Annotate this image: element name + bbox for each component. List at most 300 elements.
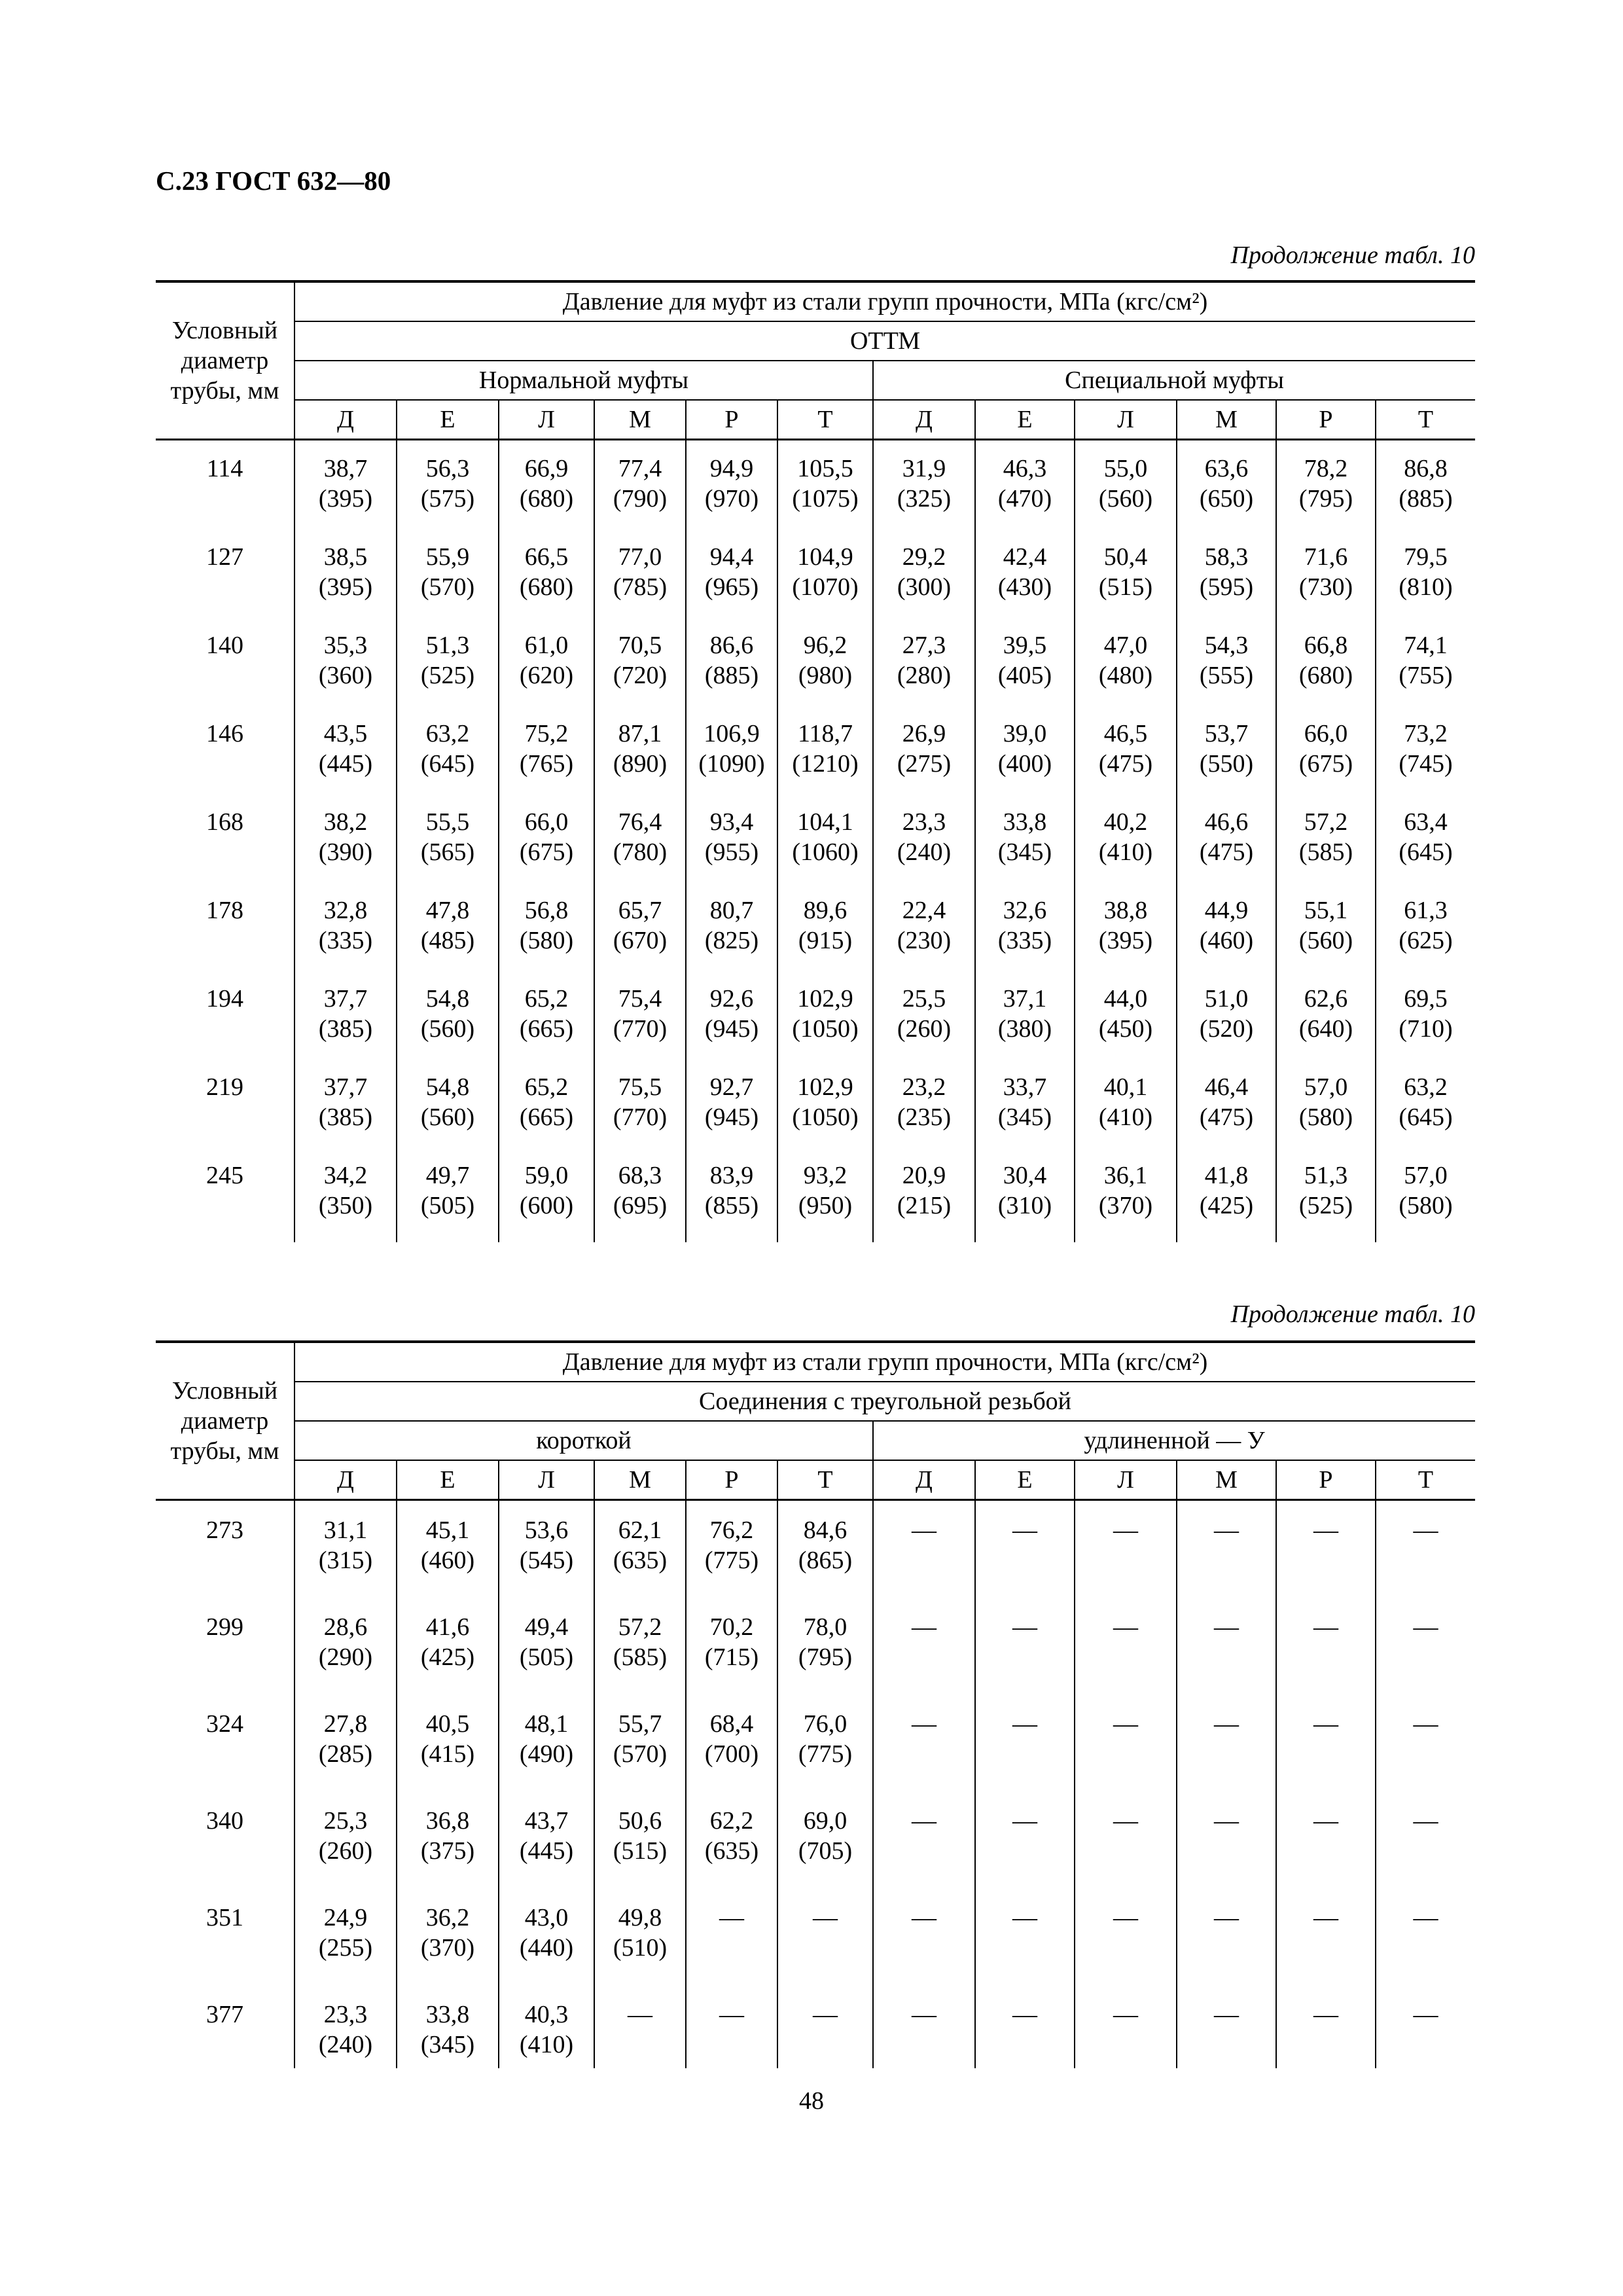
pressure-kgf: (965) bbox=[704, 573, 759, 601]
pressure-cell bbox=[686, 1612, 777, 1709]
pressure-cell bbox=[1276, 630, 1376, 719]
pressure-kgf: (715) bbox=[704, 1643, 759, 1671]
pressure-kgf: (385) bbox=[318, 1103, 373, 1131]
pressure-kgf: (360) bbox=[318, 662, 373, 689]
pressure-cell bbox=[397, 1903, 499, 2000]
pressure-cell bbox=[1075, 1903, 1177, 2000]
pressure-cell bbox=[975, 984, 1075, 1072]
pressure-kgf: (275) bbox=[897, 750, 952, 778]
diameter-cell: 324 bbox=[156, 1709, 294, 1806]
pressure-mpa: 106,9 bbox=[704, 720, 760, 747]
pressure-cell bbox=[873, 630, 975, 719]
pressure-mpa: 62,6 bbox=[1304, 985, 1348, 1013]
pressure-kgf: (230) bbox=[897, 927, 952, 954]
pressure-mpa: — bbox=[1113, 1710, 1138, 1738]
pressure-cell bbox=[873, 440, 975, 543]
pressure-mpa: 55,7 bbox=[618, 1710, 662, 1738]
pressure-mpa: — bbox=[1214, 2001, 1239, 2028]
pressure-mpa: 36,1 bbox=[1103, 1162, 1148, 1189]
pressure-cell bbox=[1075, 2000, 1177, 2068]
pressure-cell bbox=[594, 1612, 686, 1709]
pressure-mpa: 51,0 bbox=[1204, 985, 1249, 1013]
table-row bbox=[156, 2000, 1475, 2068]
pressure-mpa: 46,4 bbox=[1204, 1073, 1249, 1101]
pressure-mpa: 40,1 bbox=[1103, 1073, 1148, 1101]
pressure-kgf: (470) bbox=[997, 485, 1052, 512]
pressure-mpa: 65,2 bbox=[524, 985, 569, 1013]
pressure-mpa: — bbox=[628, 2001, 652, 2028]
table-row bbox=[156, 440, 1475, 543]
pressure-cell bbox=[975, 807, 1075, 895]
pressure-kgf: (285) bbox=[318, 1740, 373, 1768]
pressure-kgf: (585) bbox=[613, 1643, 668, 1671]
grade-header: Д bbox=[873, 1460, 975, 1500]
pressure-mpa: 40,3 bbox=[524, 2001, 569, 2028]
pressure-cell bbox=[975, 1903, 1075, 2000]
pressure-cell bbox=[1376, 1903, 1475, 2000]
pressure-mpa: — bbox=[912, 2001, 936, 2028]
pressure-cell bbox=[1177, 1612, 1276, 1709]
pressure-kgf: (665) bbox=[519, 1015, 574, 1043]
pressure-mpa: 69,5 bbox=[1404, 985, 1448, 1013]
pressure-kgf: (865) bbox=[798, 1547, 853, 1574]
pressure-cell bbox=[777, 1612, 873, 1709]
pressure-cell bbox=[777, 630, 873, 719]
pressure-cell bbox=[1276, 1903, 1376, 2000]
pressure-cell bbox=[294, 807, 397, 895]
pressure-mpa: — bbox=[1214, 1807, 1239, 1835]
table1-body bbox=[156, 440, 1475, 1243]
pressure-cell bbox=[294, 1903, 397, 2000]
table-row bbox=[156, 630, 1475, 719]
table2-header bbox=[156, 1342, 1475, 1500]
pressure-mpa: 39,5 bbox=[1003, 632, 1047, 659]
pressure-mpa: — bbox=[1413, 1516, 1438, 1544]
pressure-kgf: (460) bbox=[420, 1547, 475, 1574]
pressure-kgf: (235) bbox=[897, 1103, 952, 1131]
pressure-cell bbox=[397, 719, 499, 807]
pressure-kgf: (885) bbox=[1399, 485, 1453, 512]
pressure-kgf: (550) bbox=[1199, 750, 1254, 778]
page-header: С.23 ГОСТ 632—80 bbox=[156, 166, 391, 196]
pressure-cell bbox=[686, 1709, 777, 1806]
pressure-mpa: 69,0 bbox=[803, 1807, 847, 1835]
table1-pressure-ottm bbox=[156, 280, 1475, 1242]
pressure-mpa: 28,6 bbox=[323, 1613, 368, 1641]
pressure-mpa: 44,9 bbox=[1204, 897, 1249, 924]
pressure-kgf: (415) bbox=[420, 1740, 475, 1768]
pressure-cell bbox=[594, 630, 686, 719]
pressure-kgf: (635) bbox=[704, 1837, 759, 1865]
pressure-kgf: (520) bbox=[1199, 1015, 1254, 1043]
pressure-cell bbox=[873, 2000, 975, 2068]
pressure-kgf: (980) bbox=[798, 662, 853, 689]
pressure-cell bbox=[1075, 895, 1177, 984]
pressure-mpa: 22,4 bbox=[902, 897, 946, 924]
grade-header: Е bbox=[397, 400, 499, 440]
pressure-kgf: (260) bbox=[318, 1837, 373, 1865]
pressure-kgf: (795) bbox=[798, 1643, 853, 1671]
pressure-kgf: (335) bbox=[997, 927, 1052, 954]
pressure-mpa: 65,7 bbox=[618, 897, 662, 924]
pressure-mpa: — bbox=[1113, 1807, 1138, 1835]
pressure-mpa: — bbox=[719, 2001, 744, 2028]
pressure-cell bbox=[1177, 630, 1276, 719]
pressure-kgf: (675) bbox=[519, 838, 574, 866]
pressure-cell bbox=[594, 440, 686, 543]
pressure-mpa: 57,0 bbox=[1404, 1162, 1448, 1189]
pressure-cell bbox=[777, 1806, 873, 1903]
pressure-cell bbox=[1177, 984, 1276, 1072]
pressure-mpa: 23,3 bbox=[323, 2001, 368, 2028]
pressure-kgf: (560) bbox=[420, 1103, 475, 1131]
table-row bbox=[156, 1612, 1475, 1709]
pressure-cell bbox=[499, 1903, 594, 2000]
pressure-kgf: (445) bbox=[318, 750, 373, 778]
pressure-cell bbox=[1376, 807, 1475, 895]
pressure-kgf: (650) bbox=[1199, 485, 1254, 512]
pressure-kgf: (300) bbox=[897, 573, 952, 601]
pressure-kgf: (290) bbox=[318, 1643, 373, 1671]
pressure-mpa: 86,8 bbox=[1404, 455, 1448, 482]
pressure-kgf: (215) bbox=[897, 1192, 952, 1219]
pressure-mpa: 51,3 bbox=[425, 632, 470, 659]
pressure-cell bbox=[397, 1709, 499, 1806]
grade-header: М bbox=[594, 400, 686, 440]
pressure-kgf: (475) bbox=[1199, 1103, 1254, 1131]
pressure-mpa: 32,8 bbox=[323, 897, 368, 924]
grade-header: Л bbox=[499, 400, 594, 440]
pressure-mpa: — bbox=[1413, 1807, 1438, 1835]
pressure-mpa: 104,1 bbox=[797, 808, 853, 836]
pressure-cell bbox=[1276, 2000, 1376, 2068]
pressure-cell bbox=[975, 1612, 1075, 1709]
pressure-mpa: — bbox=[1214, 1904, 1239, 1931]
pressure-mpa: 61,3 bbox=[1404, 897, 1448, 924]
pressure-cell bbox=[873, 807, 975, 895]
pressure-kgf: (560) bbox=[420, 1015, 475, 1043]
pressure-mpa: 25,5 bbox=[902, 985, 946, 1013]
pressure-kgf: (780) bbox=[613, 838, 668, 866]
pressure-cell bbox=[873, 1072, 975, 1160]
pressure-cell bbox=[1276, 440, 1376, 543]
pressure-mpa: — bbox=[1313, 1807, 1338, 1835]
grade-header: Р bbox=[686, 1460, 777, 1500]
pressure-cell bbox=[1376, 440, 1475, 543]
diameter-cell: 140 bbox=[156, 630, 294, 719]
diameter-cell: 194 bbox=[156, 984, 294, 1072]
pressure-cell bbox=[1075, 984, 1177, 1072]
grade-header: Д bbox=[873, 400, 975, 440]
pressure-mpa: — bbox=[1113, 2001, 1138, 2028]
row-header: Условный диаметр трубы, мм bbox=[156, 1342, 294, 1500]
pressure-kgf: (795) bbox=[1298, 485, 1353, 512]
pressure-kgf: (460) bbox=[1199, 927, 1254, 954]
diameter-cell: 245 bbox=[156, 1160, 294, 1242]
pressure-mpa: 75,5 bbox=[618, 1073, 662, 1101]
pressure-mpa: 24,9 bbox=[323, 1904, 368, 1931]
pressure-mpa: 25,3 bbox=[323, 1807, 368, 1835]
pressure-mpa: — bbox=[1012, 1710, 1037, 1738]
pressure-mpa: 61,0 bbox=[524, 632, 569, 659]
pressure-mpa: 43,7 bbox=[524, 1807, 569, 1835]
pressure-mpa: — bbox=[1413, 1904, 1438, 1931]
grade-header: Д bbox=[294, 1460, 397, 1500]
pressure-kgf: (640) bbox=[1298, 1015, 1353, 1043]
table1-caption: Продолжение табл. 10 bbox=[1230, 242, 1475, 269]
pressure-kgf: (595) bbox=[1199, 573, 1254, 601]
pressure-cell bbox=[397, 1160, 499, 1242]
group-header-left: Нормальной муфты bbox=[294, 361, 873, 400]
pressure-mpa: 47,8 bbox=[425, 897, 470, 924]
pressure-kgf: (430) bbox=[997, 573, 1052, 601]
table-row bbox=[156, 719, 1475, 807]
grade-header: М bbox=[594, 1460, 686, 1500]
pressure-cell bbox=[1376, 2000, 1475, 2068]
diameter-cell: 168 bbox=[156, 807, 294, 895]
pressure-mpa: 63,2 bbox=[425, 720, 470, 747]
pressure-mpa: — bbox=[1012, 1807, 1037, 1835]
pressure-kgf: (370) bbox=[1098, 1192, 1153, 1219]
pressure-mpa: — bbox=[1012, 1904, 1037, 1931]
pressure-mpa: — bbox=[912, 1613, 936, 1641]
pressure-kgf: (680) bbox=[1298, 662, 1353, 689]
grade-header: Т bbox=[1376, 1460, 1475, 1500]
table2-caption: Продолжение табл. 10 bbox=[1230, 1300, 1475, 1328]
pressure-cell bbox=[686, 542, 777, 630]
pressure-cell bbox=[975, 1160, 1075, 1242]
diameter-cell: 273 bbox=[156, 1500, 294, 1613]
pressure-cell bbox=[975, 895, 1075, 984]
pressure-cell bbox=[777, 984, 873, 1072]
pressure-cell bbox=[975, 630, 1075, 719]
pressure-mpa: 66,5 bbox=[524, 543, 569, 571]
pressure-mpa: 29,2 bbox=[902, 543, 946, 571]
pressure-kgf: (260) bbox=[897, 1015, 952, 1043]
pressure-cell bbox=[686, 1072, 777, 1160]
pressure-mpa: 23,3 bbox=[902, 808, 946, 836]
row-header: Условный диаметр трубы, мм bbox=[156, 281, 294, 440]
pressure-cell bbox=[777, 719, 873, 807]
pressure-cell bbox=[294, 1806, 397, 1903]
pressure-kgf: (410) bbox=[1098, 838, 1153, 866]
pressure-mpa: 63,4 bbox=[1404, 808, 1448, 836]
pressure-kgf: (240) bbox=[318, 2031, 373, 2058]
pressure-cell bbox=[975, 1072, 1075, 1160]
grade-header: М bbox=[1177, 1460, 1276, 1500]
pressure-mpa: 89,6 bbox=[803, 897, 847, 924]
pressure-mpa: 55,5 bbox=[425, 808, 470, 836]
pressure-cell bbox=[594, 1500, 686, 1613]
pressure-kgf: (515) bbox=[613, 1837, 668, 1865]
pressure-mpa: 83,9 bbox=[709, 1162, 754, 1189]
pressure-mpa: — bbox=[1113, 1516, 1138, 1544]
pressure-cell bbox=[294, 440, 397, 543]
pressure-kgf: (720) bbox=[613, 662, 668, 689]
diameter-cell: 340 bbox=[156, 1806, 294, 1903]
pressure-cell bbox=[975, 440, 1075, 543]
pressure-kgf: (565) bbox=[420, 838, 475, 866]
pressure-mpa: 27,3 bbox=[902, 632, 946, 659]
pressure-kgf: (510) bbox=[613, 1934, 668, 1962]
pressure-mpa: 53,7 bbox=[1204, 720, 1249, 747]
group-header-right: Специальной муфты bbox=[873, 361, 1475, 400]
pressure-mpa: 40,2 bbox=[1103, 808, 1148, 836]
pressure-mpa: 93,4 bbox=[709, 808, 754, 836]
pressure-cell bbox=[1376, 1612, 1475, 1709]
diameter-cell: 146 bbox=[156, 719, 294, 807]
pressure-cell bbox=[397, 440, 499, 543]
pressure-cell bbox=[594, 1072, 686, 1160]
pressure-mpa: — bbox=[1012, 1613, 1037, 1641]
pressure-mpa: 38,5 bbox=[323, 543, 368, 571]
pressure-cell bbox=[594, 984, 686, 1072]
pressure-cell bbox=[1177, 895, 1276, 984]
pressure-cell bbox=[397, 542, 499, 630]
pressure-mpa: — bbox=[912, 1516, 936, 1544]
pressure-mpa: 77,4 bbox=[618, 455, 662, 482]
pressure-kgf: (380) bbox=[997, 1015, 1052, 1043]
pressure-mpa: — bbox=[1413, 2001, 1438, 2028]
pressure-mpa: 34,2 bbox=[323, 1162, 368, 1189]
pressure-kgf: (855) bbox=[704, 1192, 759, 1219]
pressure-cell bbox=[686, 2000, 777, 2068]
pressure-mpa: 79,5 bbox=[1404, 543, 1448, 571]
pressure-kgf: (315) bbox=[318, 1547, 373, 1574]
table-row bbox=[156, 1806, 1475, 1903]
pressure-mpa: — bbox=[1012, 2001, 1037, 2028]
pressure-mpa: 41,8 bbox=[1204, 1162, 1249, 1189]
pressure-kgf: (970) bbox=[704, 485, 759, 512]
pressure-kgf: (775) bbox=[704, 1547, 759, 1574]
pressure-cell bbox=[873, 895, 975, 984]
pressure-kgf: (425) bbox=[1199, 1192, 1254, 1219]
pressure-cell bbox=[1276, 895, 1376, 984]
pressure-mpa: 84,6 bbox=[803, 1516, 847, 1544]
pressure-cell bbox=[686, 807, 777, 895]
pressure-cell bbox=[975, 1709, 1075, 1806]
pressure-cell bbox=[777, 1903, 873, 2000]
pressure-kgf: (345) bbox=[420, 2031, 475, 2058]
pressure-mpa: 55,9 bbox=[425, 543, 470, 571]
pressure-cell bbox=[686, 1806, 777, 1903]
pressure-cell bbox=[1177, 1072, 1276, 1160]
pressure-mpa: 57,2 bbox=[618, 1613, 662, 1641]
pressure-mpa: 46,5 bbox=[1103, 720, 1148, 747]
pressure-kgf: (480) bbox=[1098, 662, 1153, 689]
pressure-kgf: (410) bbox=[519, 2031, 574, 2058]
pressure-cell bbox=[1376, 895, 1475, 984]
pressure-mpa: 75,4 bbox=[618, 985, 662, 1013]
pressure-cell bbox=[397, 1072, 499, 1160]
grade-header: Л bbox=[499, 1460, 594, 1500]
grade-header: Л bbox=[1075, 400, 1177, 440]
pressure-mpa: 104,9 bbox=[797, 543, 853, 571]
pressure-mpa: 56,3 bbox=[425, 455, 470, 482]
pressure-kgf: (785) bbox=[613, 573, 668, 601]
pressure-cell bbox=[975, 2000, 1075, 2068]
pressure-mpa: 33,8 bbox=[1003, 808, 1047, 836]
pressure-cell bbox=[686, 895, 777, 984]
pressure-cell bbox=[1075, 1500, 1177, 1613]
pressure-header: Давление для муфт из стали групп прочности, МПа (кгс/см²) bbox=[294, 281, 1475, 321]
pressure-cell bbox=[1075, 1612, 1177, 1709]
grade-header: Р bbox=[1276, 400, 1376, 440]
pressure-mpa: 62,1 bbox=[618, 1516, 662, 1544]
table-row bbox=[156, 1709, 1475, 1806]
pressure-mpa: — bbox=[1113, 1613, 1138, 1641]
pressure-kgf: (390) bbox=[318, 838, 373, 866]
table-row bbox=[156, 895, 1475, 984]
pressure-kgf: (825) bbox=[704, 927, 759, 954]
pressure-mpa: 40,5 bbox=[425, 1710, 470, 1738]
pressure-mpa: 75,2 bbox=[524, 720, 569, 747]
grade-header: Т bbox=[777, 400, 873, 440]
pressure-mpa: 35,3 bbox=[323, 632, 368, 659]
grade-header: Р bbox=[686, 400, 777, 440]
pressure-mpa: 59,0 bbox=[524, 1162, 569, 1189]
grade-header: Т bbox=[777, 1460, 873, 1500]
pressure-kgf: (395) bbox=[318, 573, 373, 601]
pressure-mpa: — bbox=[719, 1904, 744, 1931]
pressure-cell bbox=[777, 2000, 873, 2068]
diameter-cell: 377 bbox=[156, 2000, 294, 2068]
pressure-mpa: 86,6 bbox=[709, 632, 754, 659]
pressure-mpa: 73,2 bbox=[1404, 720, 1448, 747]
pressure-cell bbox=[294, 630, 397, 719]
pressure-cell bbox=[294, 2000, 397, 2068]
pressure-kgf: (395) bbox=[1098, 927, 1153, 954]
pressure-cell bbox=[777, 542, 873, 630]
pressure-mpa: 32,6 bbox=[1003, 897, 1047, 924]
pressure-mpa: 27,8 bbox=[323, 1710, 368, 1738]
pressure-cell bbox=[294, 1612, 397, 1709]
pressure-kgf: (525) bbox=[1298, 1192, 1353, 1219]
pressure-cell bbox=[294, 1500, 397, 1613]
pressure-kgf: (475) bbox=[1098, 750, 1153, 778]
grade-header: Л bbox=[1075, 1460, 1177, 1500]
pressure-cell bbox=[1376, 1709, 1475, 1806]
pressure-mpa: 49,7 bbox=[425, 1162, 470, 1189]
pressure-cell bbox=[686, 1500, 777, 1613]
pressure-mpa: 102,9 bbox=[797, 985, 853, 1013]
connection-type-header: Соединения с треугольной резьбой bbox=[294, 1382, 1475, 1421]
pressure-cell bbox=[294, 1160, 397, 1242]
pressure-kgf: (705) bbox=[798, 1837, 853, 1865]
pressure-cell bbox=[594, 807, 686, 895]
pressure-cell bbox=[499, 542, 594, 630]
pressure-mpa: 45,1 bbox=[425, 1516, 470, 1544]
pressure-mpa: — bbox=[1313, 1710, 1338, 1738]
pressure-cell bbox=[294, 719, 397, 807]
pressure-mpa: 76,0 bbox=[803, 1710, 847, 1738]
pressure-mpa: 20,9 bbox=[902, 1162, 946, 1189]
pressure-cell bbox=[777, 895, 873, 984]
pressure-kgf: (385) bbox=[318, 1015, 373, 1043]
pressure-mpa: — bbox=[1313, 1516, 1338, 1544]
pressure-mpa: 36,8 bbox=[425, 1807, 470, 1835]
pressure-kgf: (755) bbox=[1399, 662, 1453, 689]
pressure-mpa: 70,2 bbox=[709, 1613, 754, 1641]
pressure-mpa: 102,9 bbox=[797, 1073, 853, 1101]
table-row bbox=[156, 1500, 1475, 1613]
pressure-mpa: 66,9 bbox=[524, 455, 569, 482]
pressure-cell bbox=[1376, 630, 1475, 719]
pressure-cell bbox=[1177, 1160, 1276, 1242]
pressure-cell bbox=[294, 1709, 397, 1806]
pressure-cell bbox=[777, 1709, 873, 1806]
pressure-kgf: (575) bbox=[420, 485, 475, 512]
